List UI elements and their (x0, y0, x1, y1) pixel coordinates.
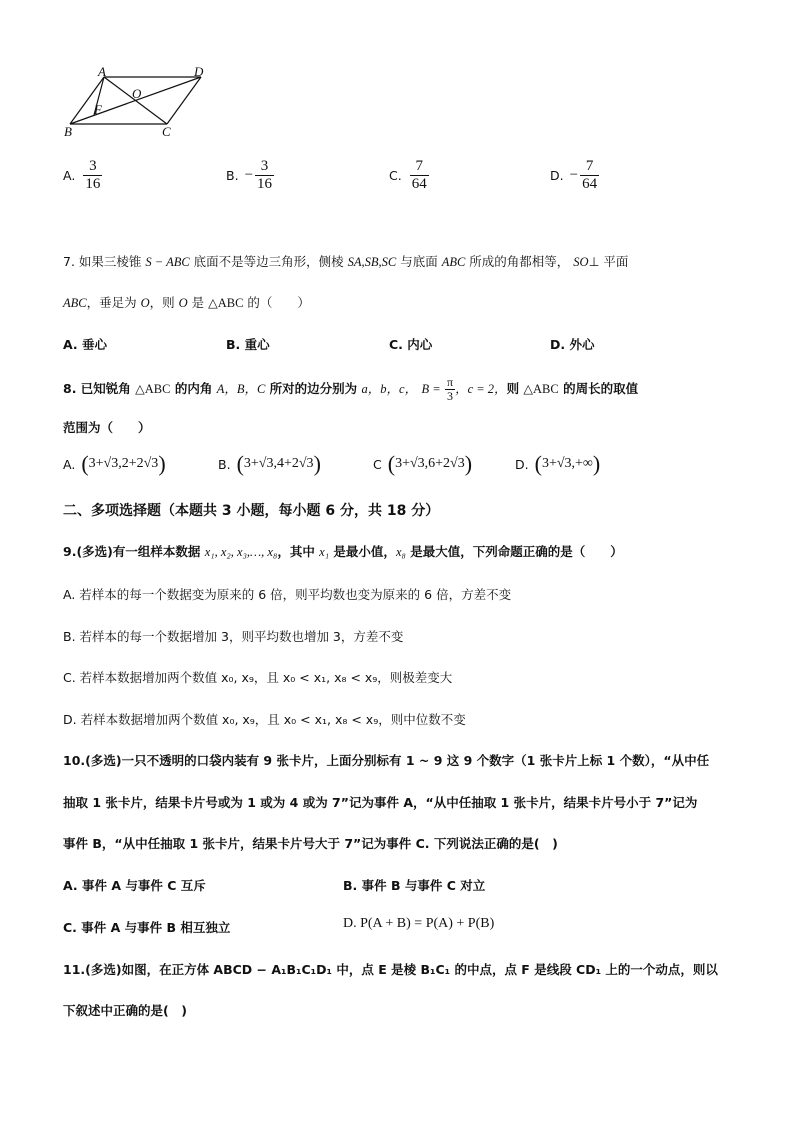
q6-option-d-label: D. (550, 168, 564, 183)
q9-x1: x₁ (319, 545, 330, 559)
q10-option-c[interactable]: C. 事件 A 与事件 B 相互独立 (63, 920, 231, 935)
q9-stem (63, 542, 623, 560)
q6-option-b-label: B. (226, 168, 239, 183)
q8-option-d[interactable] (515, 451, 600, 477)
label-a: A (98, 64, 106, 79)
q10-stem-line2: 抽取 1 张卡片，结果卡片号或为 1 或为 4 或为 7”记为事件 A，“从中任抽取 1 张卡片，结果卡片号小于 7”记为 (63, 795, 698, 810)
q9-option-d[interactable]: D. 若样本数据增加两个数值 x₀, x₉，且 x₀ < x₁, x₈ < x₉，则中位数不变 (63, 712, 466, 727)
q9-option-c[interactable]: C. 若样本数据增加两个数值 x₀, x₉，且 x₀ < x₁, x₈ < x₉，则极差变大 (63, 670, 453, 685)
q7-pyramid: S − ABC (145, 255, 190, 269)
q8-option-b-body: 3+√3,4+2√3 (243, 456, 314, 471)
q6-option-c-label: C. (389, 168, 402, 183)
q6-option-a-denominator: 16 (85, 176, 101, 192)
q7-so: SO (573, 255, 589, 269)
label-o: O (132, 86, 142, 101)
q6-option-b-denominator: 16 (257, 176, 273, 192)
q6-option-d-sign: − (569, 167, 579, 183)
q7-triangle: △ABC (208, 296, 244, 310)
q7-text: 7. 如果三棱锥 (63, 254, 146, 269)
q9-text: 9.(多选)有一组样本数据 (63, 544, 205, 559)
q6-option-a-label: A. (63, 168, 76, 183)
q6-option-c-fraction (410, 158, 429, 193)
q8-option-d-open: ( (534, 451, 542, 476)
q7-text: 所成的角都相等， (465, 254, 574, 269)
q7-point-o: O (178, 296, 188, 310)
q7-text: 的（ ） (243, 295, 310, 310)
q8-option-c[interactable] (373, 451, 472, 477)
q9-option-a[interactable]: A. 若样本的每一个数据变为原来的 6 倍，则平均数也变为原来的 6 倍，方差不变 (63, 587, 512, 602)
q9-text: 是最大值，下列命题正确的是（ ） (405, 544, 623, 559)
q8-option-a-open: ( (81, 451, 89, 476)
q7-text: 底面不是等边三角形，侧棱 (189, 254, 348, 269)
q11-stem-line2: 下叙述中正确的是( ) (63, 1003, 187, 1018)
q7-stem-line2 (63, 293, 310, 311)
q8-option-c-open: ( (387, 451, 396, 476)
q7-point-o: O (140, 296, 150, 310)
q8-option-d-body: 3+√3,+∞ (541, 456, 593, 471)
q8-text: 所对的边分别为 (265, 381, 362, 396)
q6-option-b-numerator: 3 (255, 158, 274, 176)
q8-option-c-label: C (373, 456, 382, 472)
q7-edges: SA,SB,SC (347, 255, 397, 269)
q8-option-d-close: ) (592, 451, 601, 476)
q7-text: 是 (187, 295, 209, 310)
q9-x8: x₈ (395, 545, 406, 559)
q8-option-b-open: ( (236, 451, 244, 476)
q7-base: ABC (441, 255, 466, 269)
q6-option-a-numerator: 3 (83, 158, 102, 176)
q8-triangle: △ABC (135, 382, 171, 396)
q8-text: 的内角 (170, 381, 217, 396)
q9-data: x₁, x₂, x₃,…, x₈ (204, 545, 278, 559)
q8-option-a-close: ) (158, 451, 166, 476)
q8-triangle: △ABC (523, 382, 559, 396)
parallelogram-figure (60, 64, 220, 142)
q9-option-b[interactable]: B. 若样本的每一个数据增加 3，则平均数也增加 3，方差不变 (63, 629, 404, 644)
q8-text: 则 (506, 381, 524, 396)
q11-stem-line1: 11.(多选)如图，在正方体 ABCD − A₁B₁C₁D₁ 中，点 E 是棱 B₁C₁ 的中点，点 F 是线段 CD₁ 上的一个动点，则以 (63, 962, 718, 977)
q8-option-c-close: ) (464, 451, 473, 476)
q8-three: 3 (447, 389, 454, 403)
q6-option-a-fraction (83, 158, 102, 193)
q7-option-b[interactable]: B. 重心 (226, 337, 270, 352)
q9-text: 是最小值， (329, 544, 396, 559)
q8-stem-line1 (63, 376, 638, 403)
q6-option-c-denominator: 64 (411, 176, 427, 192)
label-d: D (194, 64, 204, 79)
label-b: B (64, 124, 72, 139)
q8-side-c: ，c = 2， (455, 382, 507, 396)
q6-option-b-sign: − (244, 167, 254, 183)
q7-text: ，垂足为 (86, 295, 141, 310)
q10-stem-line3: 事件 B，“从中任抽取 1 张卡片，结果卡片号大于 7”记为事件 C. 下列说法正确的是( ) (63, 836, 558, 851)
q7-stem-line1 (63, 252, 628, 270)
q8-option-b-label: B. (218, 456, 231, 472)
q6-option-c[interactable] (389, 158, 429, 193)
q7-option-a[interactable]: A. 垂心 (63, 337, 108, 352)
q8-option-a-body: 3+√3,2+2√3 (88, 456, 159, 471)
q7-text: ，则 (149, 295, 179, 310)
q8-option-b-close: ) (313, 451, 321, 476)
q6-option-a[interactable] (63, 158, 102, 193)
q10-stem-line1: 10.(多选)一只不透明的口袋内装有 9 张卡片，上面分别标有 1 ~ 9 这 9 个数字（1 张卡片上标 1 个数），“从中任 (63, 753, 710, 768)
label-c: C (162, 124, 171, 139)
q7-text: 与底面 (396, 254, 442, 269)
q8-text: 8. 已知锐角 (63, 381, 136, 396)
edge-dc (167, 77, 201, 124)
q8-stem-line2: 范围为（ ） (63, 420, 151, 435)
q7-option-d[interactable]: D. 外心 (550, 337, 595, 352)
q6-option-b-fraction (255, 158, 274, 193)
q8-option-b[interactable] (218, 451, 321, 477)
q6-option-d-denominator: 64 (582, 176, 598, 192)
q10-option-a[interactable]: A. 事件 A 与事件 C 互斥 (63, 878, 206, 893)
q9-text: ，其中 (277, 544, 320, 559)
label-f: F (94, 102, 102, 117)
section-2-title: 二、多项选择题（本题共 3 小题，每小题 6 分，共 18 分） (63, 503, 440, 519)
q10-option-b[interactable]: B. 事件 B 与事件 C 对立 (343, 878, 486, 893)
q8-sides: a，b，c， (361, 382, 418, 396)
q6-option-d-fraction (580, 158, 599, 193)
q8-pi-over-3 (445, 376, 455, 403)
q8-option-c-body: 3+√3,6+2√3 (395, 456, 465, 471)
q8-option-a[interactable] (63, 451, 166, 477)
q8-text: 的周长的取值 (558, 381, 639, 396)
q6-option-d[interactable] (550, 158, 599, 193)
q8-option-d-label: D. (515, 456, 529, 472)
q6-option-d-numerator: 7 (580, 158, 599, 176)
q7-option-c[interactable]: C. 内心 (389, 337, 433, 352)
q10-option-d[interactable]: D. P(A + B) = P(A) + P(B) (343, 916, 495, 931)
q8-pi: π (447, 375, 454, 389)
q7-text: ⊥ 平面 (588, 254, 629, 269)
q8-angle-b: B = (421, 382, 441, 396)
q6-option-b[interactable] (226, 158, 274, 193)
q6-option-c-numerator: 7 (410, 158, 429, 176)
q7-plane: ABC (63, 296, 87, 310)
q8-option-a-label: A. (63, 456, 76, 472)
q8-angles: A，B，C (216, 382, 266, 396)
